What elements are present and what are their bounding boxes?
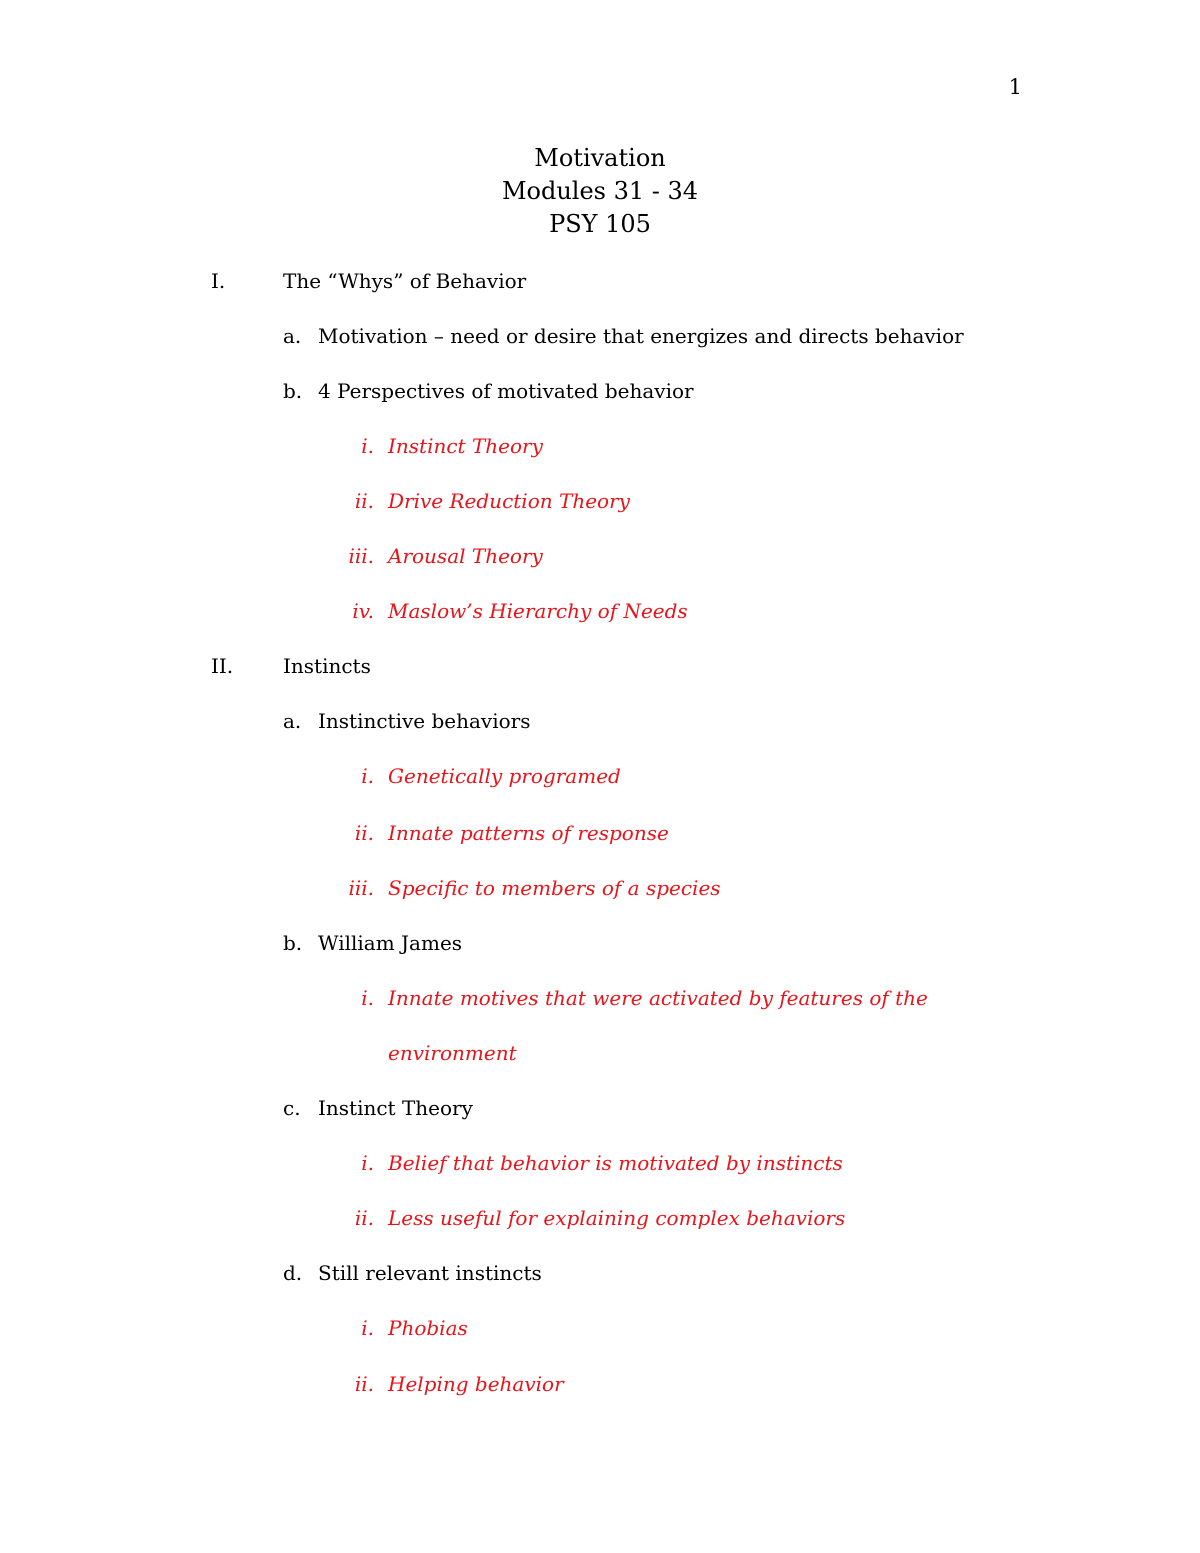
outline-text: Instincts bbox=[283, 654, 371, 678]
outline-text: The “Whys” of Behavior bbox=[283, 269, 527, 293]
outline-marker: ii. bbox=[354, 821, 374, 845]
title-line-topic: Motivation bbox=[534, 144, 666, 172]
outline-item-subsection bbox=[0, 1093, 1200, 1123]
outline-text: Maslow’s Hierarchy of Needs bbox=[388, 599, 688, 623]
outline-item-point bbox=[0, 1369, 1200, 1399]
outline-marker: iv. bbox=[352, 599, 374, 623]
outline-marker: i. bbox=[361, 986, 374, 1010]
outline-text: environment bbox=[388, 1041, 517, 1065]
outline-item-subsection bbox=[0, 706, 1200, 736]
outline-marker: b. bbox=[283, 931, 303, 955]
outline-marker: ii. bbox=[354, 1372, 374, 1396]
outline-text: Phobias bbox=[388, 1316, 468, 1340]
outline-marker: d. bbox=[283, 1261, 303, 1285]
title-line-modules: Modules 31 - 34 bbox=[501, 177, 699, 205]
outline-text: Motivation – need or desire that energizes and directs behavior bbox=[318, 324, 964, 348]
outline-marker: ii. bbox=[354, 489, 374, 513]
outline-text: Innate patterns of response bbox=[388, 821, 669, 845]
document-title bbox=[0, 142, 1200, 241]
outline-text: Helping behavior bbox=[388, 1372, 564, 1396]
outline-marker: II. bbox=[211, 654, 234, 678]
outline-item-point bbox=[0, 541, 1200, 571]
outline-marker: i. bbox=[361, 1316, 374, 1340]
outline-marker: i. bbox=[361, 434, 374, 458]
outline-marker: c. bbox=[283, 1096, 301, 1120]
outline-text: Specific to members of a species bbox=[388, 876, 721, 900]
outline-item-point bbox=[0, 486, 1200, 516]
outline-text: Less useful for explaining complex behaviors bbox=[388, 1206, 846, 1230]
outline-marker: i. bbox=[361, 764, 374, 788]
outline-marker: i. bbox=[361, 1151, 374, 1175]
outline-item-point bbox=[0, 761, 1200, 791]
outline-text: William James bbox=[318, 931, 463, 955]
outline-text: Belief that behavior is motivated by instincts bbox=[388, 1151, 843, 1175]
outline-text: Innate motives that were activated by features of the bbox=[388, 986, 928, 1010]
outline-item-section bbox=[0, 266, 1200, 296]
outline-item-point bbox=[0, 1203, 1200, 1233]
page-number: 1 bbox=[1008, 75, 1022, 99]
outline-item-section bbox=[0, 651, 1200, 681]
outline-marker: a. bbox=[283, 709, 302, 733]
outline-marker: iii. bbox=[348, 544, 374, 568]
outline-marker: I. bbox=[211, 269, 226, 293]
outline-text: Instinct Theory bbox=[318, 1096, 473, 1120]
outline-item-point bbox=[0, 1148, 1200, 1178]
outline-item-point bbox=[0, 873, 1200, 903]
outline-text: Instinctive behaviors bbox=[318, 709, 531, 733]
outline-text: Arousal Theory bbox=[388, 544, 543, 568]
outline-item-point bbox=[0, 1313, 1200, 1343]
outline-item-subsection bbox=[0, 321, 1200, 351]
outline-item-point bbox=[0, 596, 1200, 626]
outline-text: 4 Perspectives of motivated behavior bbox=[318, 379, 694, 403]
outline-item-point bbox=[0, 818, 1200, 848]
outline-text: Genetically programed bbox=[388, 764, 621, 788]
outline-text: Instinct Theory bbox=[388, 434, 543, 458]
outline-item-point bbox=[0, 431, 1200, 461]
outline-marker: b. bbox=[283, 379, 303, 403]
outline-marker: ii. bbox=[354, 1206, 374, 1230]
outline-marker: a. bbox=[283, 324, 302, 348]
title-line-course: PSY 105 bbox=[549, 210, 651, 238]
outline-item-point bbox=[0, 983, 1200, 1013]
outline-item-point-continuation bbox=[0, 1038, 1200, 1068]
outline-item-subsection bbox=[0, 928, 1200, 958]
outline-text: Still relevant instincts bbox=[318, 1261, 542, 1285]
outline-text: Drive Reduction Theory bbox=[388, 489, 630, 513]
outline-item-subsection bbox=[0, 1258, 1200, 1288]
outline-item-subsection bbox=[0, 376, 1200, 406]
outline-marker: iii. bbox=[348, 876, 374, 900]
